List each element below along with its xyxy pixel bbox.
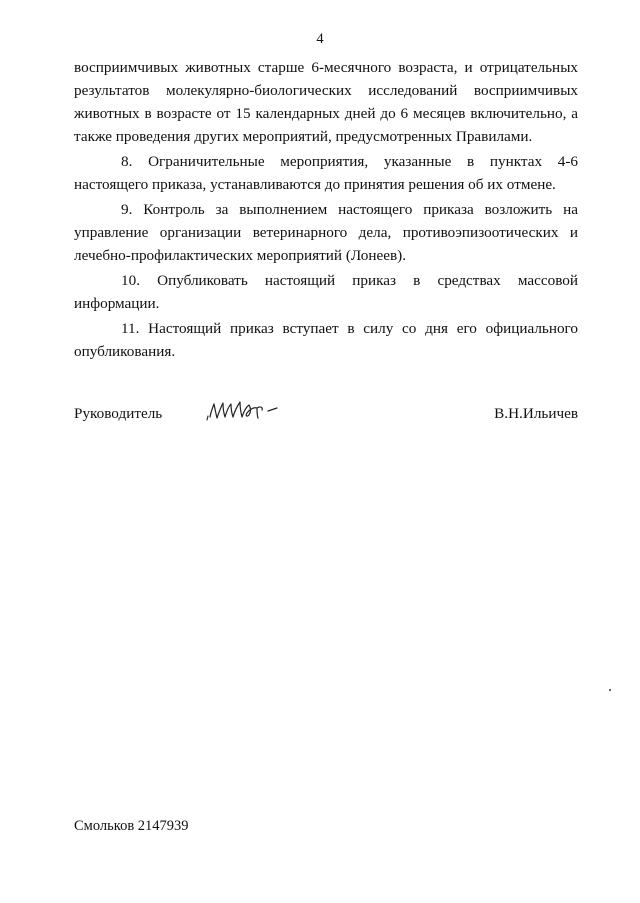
page-number: 4 <box>316 31 324 47</box>
paragraph-item-10: 10. Опубликовать настоящий приказ в средствах массовой информации. <box>74 272 578 312</box>
signatory-name: В.Н.Ильичев <box>494 405 578 422</box>
handwritten-signature <box>202 395 282 427</box>
paragraph-item-9: 9. Контроль за выполнением настоящего приказа возложить на управление организации ветеринарного дела, противоэпизоотических и лечебно-профилактических мероприятий (Лонеев). <box>74 201 578 264</box>
paragraph-item-11: 11. Настоящий приказ вступает в силу со дня его официального опубликования. <box>74 320 578 360</box>
scan-speck <box>609 689 611 691</box>
executor-info: Смольков 2147939 <box>74 818 189 834</box>
signatory-position: Руководитель <box>74 405 163 422</box>
paragraph-item-8: 8. Ограничительные мероприятия, указанные в пунктах 4-6 настоящего приказа, устанавливаются до принятия решения об их отмене. <box>74 153 578 193</box>
paragraph-continuation: восприимчивых животных старше 6-месячного возраста, и отрицательных результатов молекулярно-биологических исследований восприимчивых животных в возрасте от 15 календарных дней до 6 месяцев включительно, а также проведения других мероприятий, предусмотренных Правилами. <box>74 59 578 145</box>
document-body <box>74 56 578 363</box>
signature-block <box>74 401 578 431</box>
